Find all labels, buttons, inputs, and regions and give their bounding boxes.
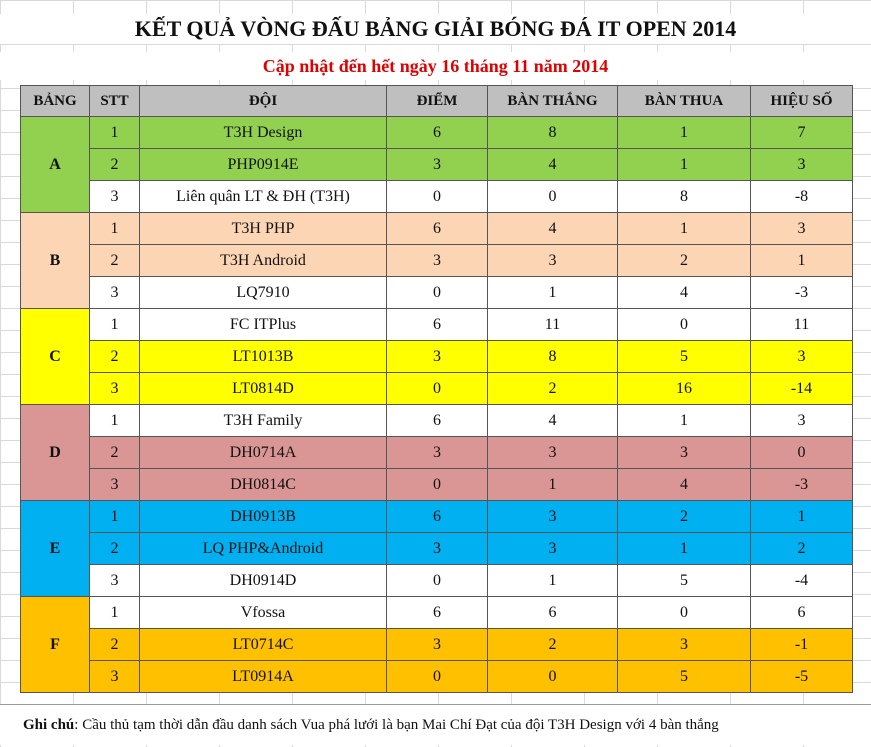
goal-difference-cell: 3: [751, 213, 853, 245]
footnote: [0, 704, 871, 745]
goals-for-cell: 1: [488, 565, 618, 597]
table-row: [21, 277, 853, 309]
goals-for-cell: 11: [488, 309, 618, 341]
points-cell: 0: [387, 181, 488, 213]
page-subtitle: [0, 52, 871, 80]
goal-difference-cell: 3: [751, 149, 853, 181]
footnote-label: Ghi chú: [23, 717, 75, 733]
goal-difference-cell: 3: [751, 341, 853, 373]
goal-difference-cell: 3: [751, 405, 853, 437]
points-cell: 6: [387, 597, 488, 629]
header-goals-for: BÀN THẮNG: [488, 86, 618, 117]
points-cell: 0: [387, 469, 488, 501]
goals-for-cell: 3: [488, 533, 618, 565]
goals-against-cell: 2: [618, 245, 751, 277]
stt-cell: 3: [90, 565, 140, 597]
points-cell: 3: [387, 149, 488, 181]
header-stt: STT: [90, 86, 140, 117]
goals-for-cell: 4: [488, 149, 618, 181]
stt-cell: 2: [90, 629, 140, 661]
goals-for-cell: 3: [488, 245, 618, 277]
goals-for-cell: 3: [488, 501, 618, 533]
table-row: [21, 213, 853, 245]
group-cell: D: [21, 405, 90, 501]
team-cell: PHP0914E: [140, 149, 387, 181]
goals-against-cell: 16: [618, 373, 751, 405]
goals-against-cell: 1: [618, 149, 751, 181]
stt-cell: 3: [90, 661, 140, 693]
stt-cell: 3: [90, 277, 140, 309]
table-row: [21, 405, 853, 437]
points-cell: 6: [387, 405, 488, 437]
goal-difference-cell: 7: [751, 117, 853, 149]
goals-for-cell: 3: [488, 437, 618, 469]
points-cell: 0: [387, 661, 488, 693]
goals-against-cell: 5: [618, 565, 751, 597]
header-goal-difference: HIỆU SỐ: [751, 86, 853, 117]
stt-cell: 2: [90, 245, 140, 277]
team-cell: DH0814C: [140, 469, 387, 501]
team-cell: Liên quân LT & ĐH (T3H): [140, 181, 387, 213]
goals-against-cell: 1: [618, 117, 751, 149]
stt-cell: 1: [90, 309, 140, 341]
table-row: [21, 661, 853, 693]
goals-for-cell: 4: [488, 213, 618, 245]
goals-against-cell: 4: [618, 277, 751, 309]
team-cell: LT0914A: [140, 661, 387, 693]
table-row: [21, 597, 853, 629]
table-row: [21, 533, 853, 565]
goals-for-cell: 0: [488, 181, 618, 213]
team-cell: LT0814D: [140, 373, 387, 405]
goal-difference-cell: -14: [751, 373, 853, 405]
goals-against-cell: 5: [618, 661, 751, 693]
table-row: [21, 181, 853, 213]
team-cell: DH0913B: [140, 501, 387, 533]
table-row: [21, 309, 853, 341]
goals-for-cell: 1: [488, 277, 618, 309]
points-cell: 0: [387, 373, 488, 405]
goals-against-cell: 1: [618, 405, 751, 437]
points-cell: 3: [387, 245, 488, 277]
goals-for-cell: 1: [488, 469, 618, 501]
table-row: [21, 437, 853, 469]
stt-cell: 2: [90, 533, 140, 565]
title-text: KẾT QUẢ VÒNG ĐẤU BẢNG GIẢI BÓNG ĐÁ IT OPEN 2014: [129, 16, 742, 41]
stt-cell: 1: [90, 405, 140, 437]
group-cell: B: [21, 213, 90, 309]
goal-difference-cell: 6: [751, 597, 853, 629]
goals-for-cell: 2: [488, 629, 618, 661]
goal-difference-cell: 2: [751, 533, 853, 565]
team-cell: LQ7910: [140, 277, 387, 309]
goal-difference-cell: -5: [751, 661, 853, 693]
goals-against-cell: 4: [618, 469, 751, 501]
table-row: [21, 149, 853, 181]
goal-difference-cell: -4: [751, 565, 853, 597]
group-cell: C: [21, 309, 90, 405]
table-row: [21, 373, 853, 405]
points-cell: 3: [387, 341, 488, 373]
stt-cell: 1: [90, 213, 140, 245]
points-cell: 6: [387, 309, 488, 341]
team-cell: Vfossa: [140, 597, 387, 629]
goals-for-cell: 0: [488, 661, 618, 693]
stt-cell: 3: [90, 469, 140, 501]
points-cell: 3: [387, 629, 488, 661]
points-cell: 3: [387, 437, 488, 469]
goal-difference-cell: -3: [751, 469, 853, 501]
goals-against-cell: 1: [618, 213, 751, 245]
table-row: [21, 469, 853, 501]
team-cell: LT0714C: [140, 629, 387, 661]
goal-difference-cell: -3: [751, 277, 853, 309]
goals-for-cell: 2: [488, 373, 618, 405]
goals-against-cell: 2: [618, 501, 751, 533]
team-cell: DH0914D: [140, 565, 387, 597]
goal-difference-cell: -8: [751, 181, 853, 213]
goal-difference-cell: 1: [751, 245, 853, 277]
footnote-text: : Cầu thủ tạm thời dẫn đầu danh sách Vua phá lưới là bạn Mai Chí Đạt của đội T3H Design với 4 bàn thắng: [74, 717, 719, 733]
goal-difference-cell: 1: [751, 501, 853, 533]
header-group: BẢNG: [21, 86, 90, 117]
points-cell: 6: [387, 501, 488, 533]
team-cell: T3H Android: [140, 245, 387, 277]
goal-difference-cell: -1: [751, 629, 853, 661]
goals-against-cell: 0: [618, 309, 751, 341]
stt-cell: 3: [90, 373, 140, 405]
results-table: [20, 85, 853, 693]
stt-cell: 2: [90, 341, 140, 373]
header-team: ĐỘI: [140, 86, 387, 117]
team-cell: LQ PHP&Android: [140, 533, 387, 565]
table-row: [21, 245, 853, 277]
stt-cell: 1: [90, 501, 140, 533]
goals-against-cell: 3: [618, 629, 751, 661]
stt-cell: 1: [90, 597, 140, 629]
group-cell: F: [21, 597, 90, 693]
table-row: [21, 341, 853, 373]
goals-for-cell: 8: [488, 341, 618, 373]
table-row: [21, 117, 853, 149]
goals-for-cell: 6: [488, 597, 618, 629]
points-cell: 3: [387, 533, 488, 565]
group-cell: A: [21, 117, 90, 213]
goals-against-cell: 8: [618, 181, 751, 213]
stt-cell: 2: [90, 149, 140, 181]
group-cell: E: [21, 501, 90, 597]
header-points: ĐIỂM: [387, 86, 488, 117]
team-cell: LT1013B: [140, 341, 387, 373]
stt-cell: 2: [90, 437, 140, 469]
team-cell: DH0714A: [140, 437, 387, 469]
goals-against-cell: 1: [618, 533, 751, 565]
header-goals-against: BÀN THUA: [618, 86, 751, 117]
goals-for-cell: 8: [488, 117, 618, 149]
team-cell: T3H Design: [140, 117, 387, 149]
points-cell: 0: [387, 277, 488, 309]
table-row: [21, 501, 853, 533]
points-cell: 0: [387, 565, 488, 597]
goals-against-cell: 5: [618, 341, 751, 373]
page-title: [0, 14, 871, 44]
header-row: [21, 86, 853, 117]
goals-against-cell: 3: [618, 437, 751, 469]
team-cell: FC ITPlus: [140, 309, 387, 341]
table-row: [21, 565, 853, 597]
subtitle-text: Cập nhật đến hết ngày 16 tháng 11 năm 2014: [257, 56, 615, 76]
points-cell: 6: [387, 117, 488, 149]
goal-difference-cell: 0: [751, 437, 853, 469]
team-cell: T3H Family: [140, 405, 387, 437]
stt-cell: 1: [90, 117, 140, 149]
table-row: [21, 629, 853, 661]
points-cell: 6: [387, 213, 488, 245]
goals-for-cell: 4: [488, 405, 618, 437]
goal-difference-cell: 11: [751, 309, 853, 341]
stt-cell: 3: [90, 181, 140, 213]
goals-against-cell: 0: [618, 597, 751, 629]
team-cell: T3H PHP: [140, 213, 387, 245]
